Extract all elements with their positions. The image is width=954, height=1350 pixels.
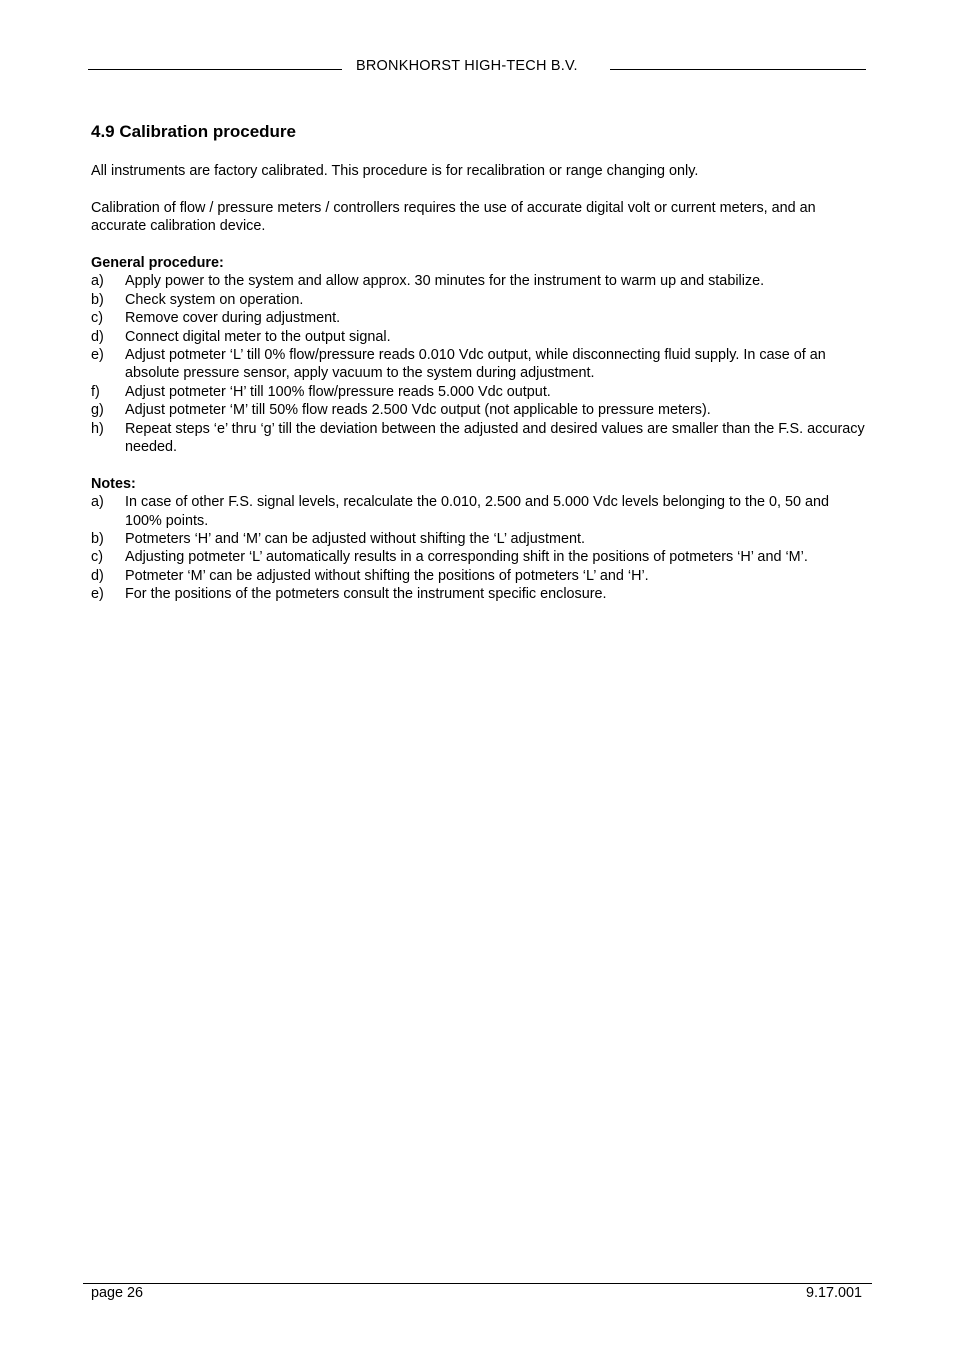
note-marker: d) — [91, 567, 104, 584]
note-marker: e) — [91, 586, 104, 603]
step-marker: c) — [91, 310, 103, 327]
note-text: Potmeters ‘H’ and ‘M’ can be adjusted without shifting the ‘L’ adjustment. — [125, 531, 585, 548]
general-procedure-list — [91, 272, 866, 456]
step-text: Adjust potmeter ‘M’ till 50% flow reads 2.500 Vdc output (not applicable to pressure meters). — [125, 402, 711, 419]
note-marker: b) — [91, 531, 104, 548]
procedure-step — [91, 401, 866, 419]
step-text: Apply power to the system and allow approx. 30 minutes for the instrument to warm up and stabilize. — [125, 273, 765, 290]
procedure-step — [91, 346, 866, 383]
header-rule-right — [610, 69, 866, 70]
procedure-step — [91, 291, 866, 309]
page-footer — [83, 1283, 872, 1301]
step-marker: g) — [91, 402, 104, 419]
note-marker: a) — [91, 494, 104, 511]
step-marker: h) — [91, 420, 104, 437]
step-text: Remove cover during adjustment. — [125, 310, 341, 327]
step-marker: f) — [91, 383, 100, 400]
procedure-step — [91, 383, 866, 401]
note-item — [91, 585, 866, 603]
step-text: Adjust potmeter ‘L’ till 0% flow/pressure reads 0.010 Vdc output, while disconnecting fluid supply. In case of an absolute pressure sensor, apply vacuum to the system during adjustment. — [125, 347, 826, 382]
note-item — [91, 530, 866, 548]
step-text: Check system on operation. — [125, 291, 304, 308]
note-text: Adjusting potmeter ‘L’ automatically results in a corresponding shift in the positions of potmeters ‘H’ and ‘M’. — [125, 549, 808, 566]
note-item — [91, 548, 866, 566]
procedure-step — [91, 309, 866, 327]
general-procedure-heading: General procedure: — [91, 255, 224, 271]
step-marker: a) — [91, 273, 104, 290]
step-marker: b) — [91, 291, 104, 308]
document-number: 9.17.001 — [805, 1285, 862, 1301]
step-text: Adjust potmeter ‘H’ till 100% flow/pressure reads 5.000 Vdc output. — [125, 383, 551, 400]
section-title: 4.9 Calibration procedure — [91, 122, 296, 141]
document-body — [91, 120, 866, 622]
header-company-name: BRONKHORST HIGH-TECH B.V. — [356, 58, 578, 74]
step-marker: e) — [91, 347, 104, 364]
procedure-step — [91, 420, 866, 457]
note-text: For the positions of the potmeters consult the instrument specific enclosure. — [125, 586, 607, 603]
step-marker: d) — [91, 328, 104, 345]
intro-paragraph: All instruments are factory calibrated. This procedure is for recalibration or range changing only. — [91, 163, 699, 179]
page-header — [88, 56, 866, 80]
step-text: Repeat steps ‘e’ thru ‘g’ till the deviation between the adjusted and desired values are smaller than the F.S. accuracy needed. — [125, 420, 865, 456]
step-text: Connect digital meter to the output signal. — [125, 328, 391, 345]
procedure-step — [91, 272, 866, 290]
procedure-step — [91, 328, 866, 346]
notes-heading: Notes: — [91, 475, 136, 492]
page-number: page 26 — [91, 1285, 144, 1301]
header-rule-left — [88, 69, 342, 70]
note-item — [91, 567, 866, 585]
note-item — [91, 493, 866, 530]
note-text: In case of other F.S. signal levels, recalculate the 0.010, 2.500 and 5.000 Vdc levels belonging to the 0, 50 and 100% points. — [125, 494, 830, 529]
requirements-paragraph: Calibration of flow / pressure meters / controllers requires the use of accurate digital volt or current meters, and an accurate calibration device. — [91, 199, 816, 235]
note-text: Potmeter ‘M’ can be adjusted without shifting the positions of potmeters ‘L’ and ‘H’. — [125, 567, 649, 584]
notes-list — [91, 493, 866, 603]
note-marker: c) — [91, 549, 103, 566]
